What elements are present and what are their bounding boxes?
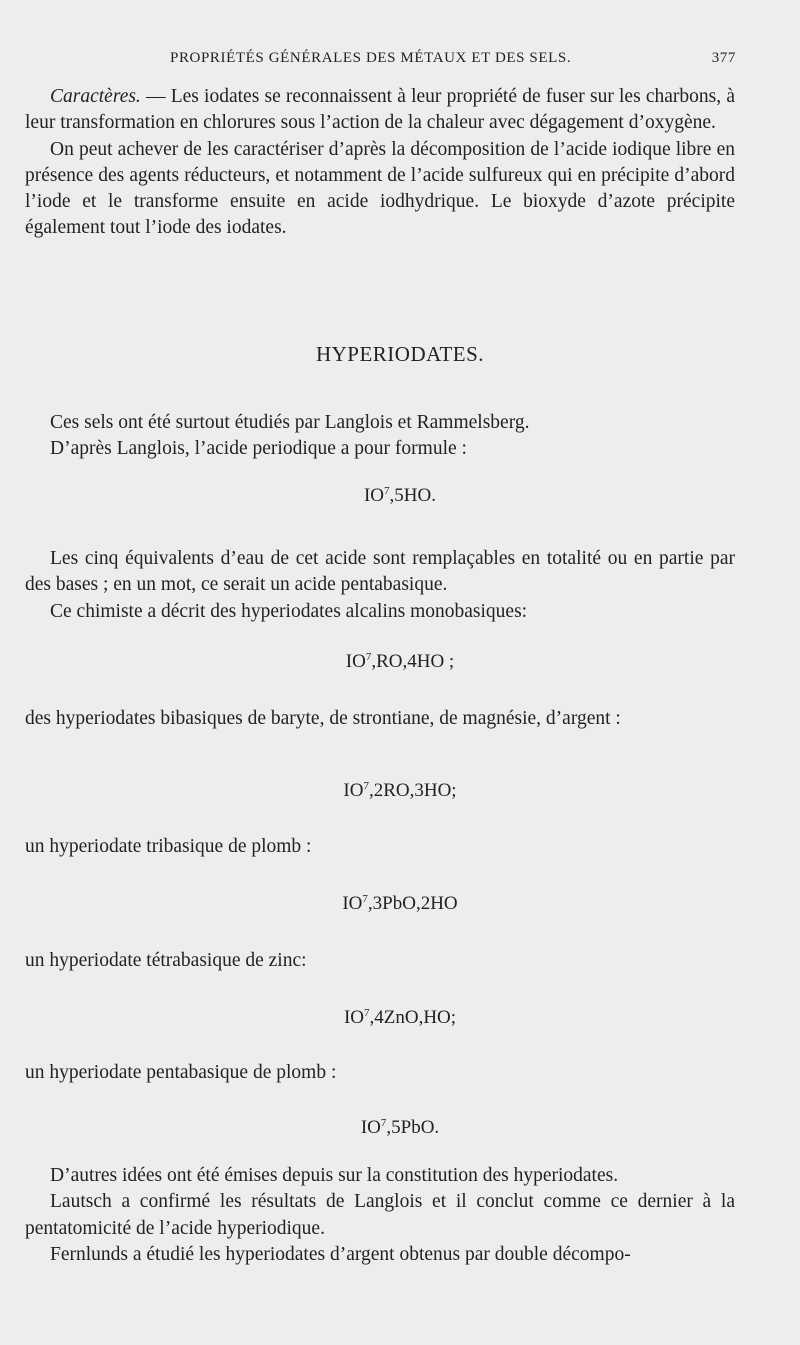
body-block-5 (25, 948, 735, 974)
body-block-4 (25, 834, 735, 860)
page-header (170, 50, 736, 74)
paragraph-tribasic: un hyperiodate tribasique de plomb : (25, 836, 312, 857)
paragraph-tetrabasic: un hyperiodate tétrabasique de zinc: (25, 950, 307, 971)
body-block-1 (25, 410, 735, 463)
running-title: PROPRIÉTÉS GÉNÉRALES DES MÉTAUX ET DES SELS. (170, 50, 572, 66)
formula-pentabasic-lead: $IO^7,5PbO$. (360, 1117, 440, 1138)
formula-monobasic: $IO^7,RO,4HO$ ; (345, 651, 455, 672)
paragraph-formula-intro: D’après Langlois, l’acide periodique a pour formule : (50, 438, 467, 460)
paragraph-fernlunds: Fernlunds a étudié les hyperiodates d’argent obtenus par double décompo- (50, 1243, 631, 1265)
paragraph-pentabasic-lead: un hyperiodate pentabasique de plomb : (25, 1062, 337, 1083)
paragraph-pentabasic: Les cinq équivalents d’eau de cet acide sont remplaçables en totalité ou en partie par des bases ; en un mot, ce serait un acide pentabasique. (25, 548, 735, 596)
body-block-6 (25, 1060, 735, 1086)
body-block-2 (25, 546, 735, 625)
paragraph-monobasic: Ce chimiste a décrit des hyperiodates alcalins monobasiques: (50, 600, 528, 622)
paragraph-other-ideas: D’autres idées ont été émises depuis sur la constitution des hyperiodates. (50, 1165, 619, 1186)
page-number: 377 (711, 50, 736, 66)
formula-tribasic: $IO^7,3PbO,2HO$ (342, 893, 458, 914)
formula-periodic-acid: $IO^7,5HO$. (363, 485, 436, 506)
caracteres-text: — Les iodates se reconnaissent à leur propriété de fuser sur les charbons, à leur transformation en chlorures sous l’action de la chaleur avec dégagement d’oxygène. (25, 86, 735, 134)
paragraph-bibasic: des hyperiodates bibasiques de baryte, de strontiane, de magnésie, d’argent : (25, 708, 621, 729)
intro-block (25, 84, 735, 242)
caracteres-label: Caractères. (50, 86, 141, 107)
body-block-7 (25, 1163, 735, 1268)
paragraph-lautsch: Lautsch a confirmé les résultats de Langlois et il conclut comme ce dernier à la pentatomicité de l’acide hyperiodique. (25, 1191, 735, 1239)
caracteres-paragraph (25, 84, 735, 137)
paragraph-studies: Ces sels ont été surtout étudiés par Langlois et Rammelsberg. (50, 412, 530, 433)
formula-bibasic: $IO^7,2RO,3HO$; (343, 780, 457, 801)
decomposition-paragraph: On peut achever de les caractériser d’après la décomposition de l’acide iodique libre en présence des agents réducteurs, et notamment de l’acide sulfureux qui en précipite d’abord l’iode et le transforme ensuite en acide iodhydrique. Le bioxyde d’azote précipite également tout l’iode des iodates. (25, 138, 735, 239)
body-block-3 (25, 706, 735, 732)
formula-tetrabasic: $IO^7,4ZnO,HO$; (343, 1007, 457, 1028)
section-title: HYPERIODATES. (315, 342, 485, 366)
